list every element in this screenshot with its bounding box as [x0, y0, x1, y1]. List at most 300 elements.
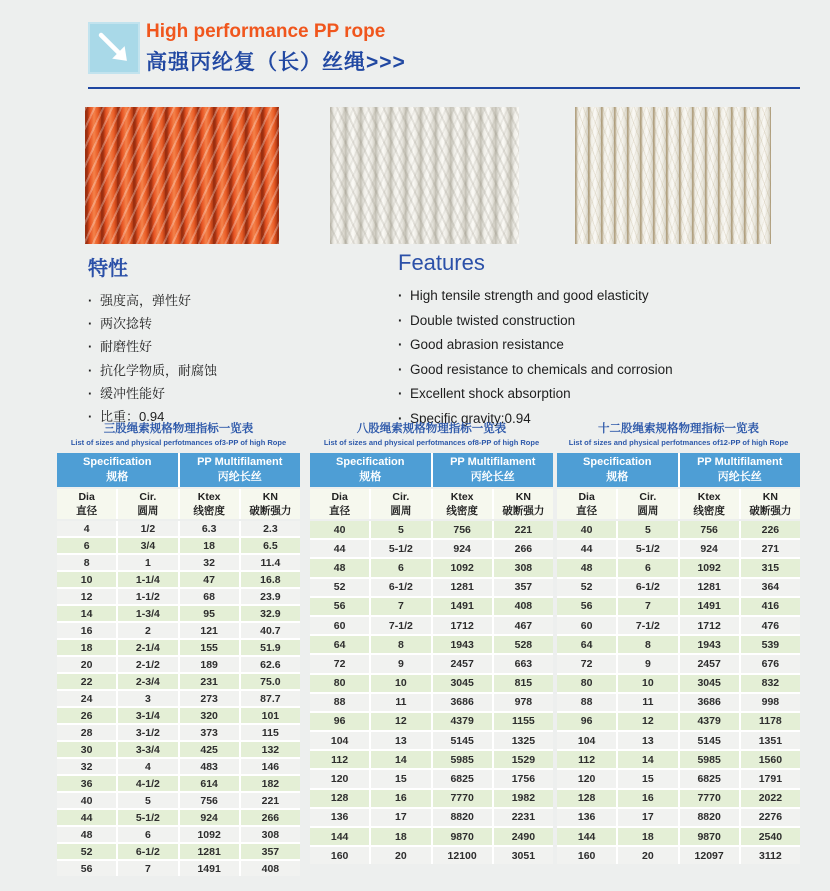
feature-item: · High tensile strength and good elasticity	[398, 284, 798, 309]
table-cell: 1-3/4	[118, 606, 177, 621]
table-cell: 155	[180, 640, 239, 655]
col-header-dia	[57, 489, 116, 519]
table-cell: 1155	[494, 713, 553, 730]
table-cell: 5-1/2	[118, 810, 177, 825]
feature-item: · 缓冲性能好	[88, 382, 388, 405]
table-cell: 924	[180, 810, 239, 825]
table-cell: 1325	[494, 732, 553, 749]
table-cell: 36	[57, 776, 116, 791]
table-cell: 3-1/2	[118, 725, 177, 740]
table-cell: 75.0	[241, 674, 300, 689]
table-cell: 539	[741, 636, 800, 653]
table-cell: 756	[180, 793, 239, 808]
table-cell: 60	[557, 617, 616, 634]
col-header-zh: 圆周	[390, 505, 412, 517]
table-cell: 10	[371, 675, 430, 692]
table-cell: 115	[241, 725, 300, 740]
table-8-strand-section	[310, 420, 553, 864]
table-cell: 64	[310, 636, 369, 653]
table-cell: 72	[310, 655, 369, 672]
table-group-header	[310, 453, 553, 487]
table-cell: 8	[618, 636, 677, 653]
table-cell: 3	[118, 691, 177, 706]
page-title-en: High performance PP rope	[146, 21, 386, 42]
table-cell: 136	[557, 809, 616, 826]
table-cell: 320	[180, 708, 239, 723]
col-header-dia	[310, 489, 369, 519]
table-cell: 52	[57, 844, 116, 859]
table-cell: 663	[494, 655, 553, 672]
table-cell: 978	[494, 694, 553, 711]
col-header-en: Ktex	[197, 491, 221, 503]
col-header-kn	[494, 489, 553, 519]
table-title-zh: 三股绳索规格物理指标一览表	[103, 423, 254, 435]
table-cell: 1092	[680, 559, 739, 576]
table-cell: 189	[180, 657, 239, 672]
table-cell: 2457	[433, 655, 492, 672]
col-header-en: Dia	[331, 491, 348, 503]
table-cell: 48	[57, 827, 116, 842]
table-cell: 95	[180, 606, 239, 621]
table-subtitle-en: List of sizes and physical perfotmances of12-PP of high Rope	[568, 438, 789, 447]
group-header-zh: 规格	[359, 471, 382, 483]
table-cell: 315	[741, 559, 800, 576]
table-cell: 12	[57, 589, 116, 604]
table-cell: 160	[310, 847, 369, 864]
table-cell: 6.3	[180, 521, 239, 536]
table-cell: 3686	[433, 694, 492, 711]
col-header-zh: 直径	[329, 505, 351, 517]
feature-item: · 抗化学物质，耐腐蚀	[88, 359, 388, 382]
table-column-headers	[57, 489, 300, 519]
feature-item: · 强度高，弹性好	[88, 289, 388, 312]
table-cell: 32.9	[241, 606, 300, 621]
table-cell: 1943	[433, 636, 492, 653]
table-cell: 20	[371, 847, 430, 864]
table-cell: 44	[557, 540, 616, 557]
col-header-dia	[557, 489, 616, 519]
table-cell: 2276	[741, 809, 800, 826]
table-cell: 87.7	[241, 691, 300, 706]
features-section-en	[398, 250, 798, 431]
table-cell: 11	[618, 694, 677, 711]
table-group-header	[57, 453, 300, 487]
table-cell: 80	[310, 675, 369, 692]
table-cell: 815	[494, 675, 553, 692]
table-cell: 32	[180, 555, 239, 570]
table-cell: 121	[180, 623, 239, 638]
table-cell: 416	[741, 598, 800, 615]
feature-item: · Specific gravity:0.94	[398, 407, 798, 432]
col-header-ktex	[680, 489, 739, 519]
table-cell: 8820	[433, 809, 492, 826]
table-cell: 1491	[680, 598, 739, 615]
table-cell: 266	[241, 810, 300, 825]
group-header-en: Specification	[83, 456, 152, 468]
table-cell: 2540	[741, 828, 800, 845]
table-cell: 1943	[680, 636, 739, 653]
group-header-zh: 丙纶长丝	[217, 471, 262, 483]
table-cell: 52	[557, 579, 616, 596]
table-cell: 20	[57, 657, 116, 672]
table-column-headers	[557, 489, 800, 519]
table-cell: 18	[618, 828, 677, 845]
table-cell: 20	[618, 847, 677, 864]
table-cell: 128	[310, 790, 369, 807]
table-cell: 4-1/2	[118, 776, 177, 791]
table-cell: 1351	[741, 732, 800, 749]
white-12-strand-rope-image	[575, 107, 771, 244]
page-title-zh: 高强丙纶复（长）丝绳>>>	[146, 51, 406, 74]
table-cell: 13	[618, 732, 677, 749]
table-cell: 3045	[680, 675, 739, 692]
table-cell: 271	[741, 540, 800, 557]
col-header-cir	[371, 489, 430, 519]
table-cell: 1560	[741, 751, 800, 768]
table-cell: 1712	[433, 617, 492, 634]
table-cell: 8	[371, 636, 430, 653]
table-cell: 7	[118, 861, 177, 876]
table-cell: 44	[310, 540, 369, 557]
table-cell: 15	[371, 770, 430, 787]
table-cell: 2-1/4	[118, 640, 177, 655]
table-cell: 6.5	[241, 538, 300, 553]
table-cell: 2-3/4	[118, 674, 177, 689]
table-cell: 266	[494, 540, 553, 557]
table-cell: 32	[57, 759, 116, 774]
table-cell: 16	[618, 790, 677, 807]
col-header-en: KN	[515, 491, 531, 503]
features-heading-zh: 特性	[88, 258, 128, 280]
table-cell: 924	[433, 540, 492, 557]
table-cell: 5985	[433, 751, 492, 768]
table-cell: 60	[310, 617, 369, 634]
table-cell: 11	[371, 694, 430, 711]
feature-item: · Double twisted construction	[398, 309, 798, 334]
table-cell: 5	[618, 521, 677, 538]
table-subtitle-en: List of sizes and physical perfotmances of8-PP of high Rope	[323, 438, 540, 447]
col-header-en: Cir.	[639, 491, 657, 503]
group-header-en: PP Multifilament	[697, 456, 783, 468]
table-cell: 88	[310, 694, 369, 711]
col-header-zh: 线密度	[693, 505, 725, 517]
table-cell: 4	[118, 759, 177, 774]
table-cell: 2022	[741, 790, 800, 807]
features-section-zh	[88, 252, 388, 428]
table-cell: 24	[57, 691, 116, 706]
table-cell: 2490	[494, 828, 553, 845]
table-cell: 408	[494, 598, 553, 615]
table-cell: 357	[494, 579, 553, 596]
table-cell: 1982	[494, 790, 553, 807]
table-cell: 756	[433, 521, 492, 538]
table-cell: 40	[557, 521, 616, 538]
table-cell: 1529	[494, 751, 553, 768]
col-header-en: Cir.	[139, 491, 157, 503]
table-cell: 14	[57, 606, 116, 621]
table-cell: 308	[494, 559, 553, 576]
table-cell: 52	[310, 579, 369, 596]
table-cell: 112	[310, 751, 369, 768]
col-header-zh: 圆周	[137, 505, 159, 517]
table-cell: 226	[741, 521, 800, 538]
table-cell: 12100	[433, 847, 492, 864]
table-cell: 22	[57, 674, 116, 689]
table-cell: 2.3	[241, 521, 300, 536]
feature-item: · Excellent shock absorption	[398, 382, 798, 407]
group-header-zh: 丙纶长丝	[470, 471, 515, 483]
table-cell: 676	[741, 655, 800, 672]
table-cell: 2231	[494, 809, 553, 826]
col-header-cir	[118, 489, 177, 519]
table-cell: 1491	[433, 598, 492, 615]
table-cell: 136	[310, 809, 369, 826]
table-cell: 56	[57, 861, 116, 876]
table-cell: 7	[371, 598, 430, 615]
feature-item: · 两次捻转	[88, 312, 388, 335]
table-cell: 56	[310, 598, 369, 615]
table-cell: 1-1/2	[118, 589, 177, 604]
table-cell: 146	[241, 759, 300, 774]
col-header-en: KN	[262, 491, 278, 503]
table-cell: 7	[618, 598, 677, 615]
group-header-zh: 规格	[606, 471, 629, 483]
table-cell: 18	[180, 538, 239, 553]
table-cell: 16.8	[241, 572, 300, 587]
table-cell: 18	[371, 828, 430, 845]
table-cell: 4379	[433, 713, 492, 730]
table-cell: 924	[680, 540, 739, 557]
table-cell: 2	[118, 623, 177, 638]
table-cell: 30	[57, 742, 116, 757]
table-cell: 1	[118, 555, 177, 570]
table-cell: 5985	[680, 751, 739, 768]
table-cell: 7-1/2	[371, 617, 430, 634]
table-cell: 6-1/2	[371, 579, 430, 596]
table-cell: 104	[557, 732, 616, 749]
col-header-zh: 线密度	[446, 505, 478, 517]
table-cell: 9870	[433, 828, 492, 845]
table-body	[57, 521, 300, 876]
table-cell: 2457	[680, 655, 739, 672]
table-cell: 104	[310, 732, 369, 749]
table-cell: 80	[557, 675, 616, 692]
table-cell: 10	[57, 572, 116, 587]
table-cell: 112	[557, 751, 616, 768]
header-divider	[88, 87, 800, 89]
table-cell: 13	[371, 732, 430, 749]
table-cell: 16	[371, 790, 430, 807]
features-list-en	[398, 284, 798, 431]
table-cell: 28	[57, 725, 116, 740]
table-cell: 5145	[433, 732, 492, 749]
table-cell: 7770	[680, 790, 739, 807]
table-cell: 40	[310, 521, 369, 538]
col-header-zh: 破断强力	[249, 505, 292, 517]
table-cell: 11.4	[241, 555, 300, 570]
table-cell: 2-1/2	[118, 657, 177, 672]
table-cell: 1712	[680, 617, 739, 634]
table-cell: 1281	[680, 579, 739, 596]
table-cell: 1281	[180, 844, 239, 859]
table-cell: 6	[618, 559, 677, 576]
table-cell: 23.9	[241, 589, 300, 604]
table-cell: 144	[310, 828, 369, 845]
table-cell: 6	[118, 827, 177, 842]
table-cell: 15	[618, 770, 677, 787]
table-cell: 40.7	[241, 623, 300, 638]
orange-3-strand-rope-image	[85, 107, 279, 244]
table-cell: 1-1/4	[118, 572, 177, 587]
table-cell: 62.6	[241, 657, 300, 672]
table-cell: 51.9	[241, 640, 300, 655]
table-12-strand-section	[557, 420, 800, 864]
table-cell: 6	[57, 538, 116, 553]
table-cell: 16	[57, 623, 116, 638]
table-cell: 483	[180, 759, 239, 774]
table-cell: 4	[57, 521, 116, 536]
table-cell: 48	[310, 559, 369, 576]
table-cell: 12097	[680, 847, 739, 864]
table-cell: 128	[557, 790, 616, 807]
group-header-en: Specification	[583, 456, 652, 468]
table-cell: 373	[180, 725, 239, 740]
table-cell: 3051	[494, 847, 553, 864]
table-cell: 44	[57, 810, 116, 825]
table-cell: 6	[371, 559, 430, 576]
col-header-zh: 直径	[576, 505, 598, 517]
group-header-pp-multifilament	[180, 453, 301, 487]
group-header-en: Specification	[336, 456, 405, 468]
table-cell: 14	[371, 751, 430, 768]
col-header-zh: 破断强力	[502, 505, 545, 517]
table-cell: 101	[241, 708, 300, 723]
table-cell: 3112	[741, 847, 800, 864]
table-cell: 48	[557, 559, 616, 576]
table-cell: 88	[557, 694, 616, 711]
table-cell: 40	[57, 793, 116, 808]
table-cell: 64	[557, 636, 616, 653]
table-cell: 1/2	[118, 521, 177, 536]
table-cell: 9870	[680, 828, 739, 845]
col-header-en: Ktex	[697, 491, 721, 503]
table-3-strand-section	[57, 420, 300, 876]
table-cell: 1791	[741, 770, 800, 787]
table-cell: 1178	[741, 713, 800, 730]
col-header-zh: 直径	[76, 505, 98, 517]
table-cell: 5-1/2	[371, 540, 430, 557]
col-header-en: Ktex	[450, 491, 474, 503]
table-cell: 160	[557, 847, 616, 864]
table-cell: 72	[557, 655, 616, 672]
col-header-kn	[741, 489, 800, 519]
table-cell: 12	[618, 713, 677, 730]
col-header-kn	[241, 489, 300, 519]
table-cell: 221	[494, 521, 553, 538]
table-cell: 528	[494, 636, 553, 653]
table-cell: 3045	[433, 675, 492, 692]
table-title-zh: 十二股绳索规格物理指标一览表	[598, 423, 759, 435]
group-header-zh: 规格	[106, 471, 129, 483]
table-cell: 273	[180, 691, 239, 706]
table-cell: 231	[180, 674, 239, 689]
table-subtitle-en: List of sizes and physical perfotmances of3-PP of high Rope	[70, 438, 287, 447]
table-cell: 7-1/2	[618, 617, 677, 634]
table-cell: 12	[371, 713, 430, 730]
table-cell: 364	[741, 579, 800, 596]
group-header-pp-multifilament	[680, 453, 801, 487]
table-cell: 4379	[680, 713, 739, 730]
table-cell: 756	[680, 521, 739, 538]
table-cell: 47	[180, 572, 239, 587]
col-header-cir	[618, 489, 677, 519]
table-cell: 408	[241, 861, 300, 876]
table-body	[557, 521, 800, 864]
table-cell: 132	[241, 742, 300, 757]
table-cell: 5-1/2	[618, 540, 677, 557]
table-cell: 6-1/2	[118, 844, 177, 859]
arrow-down-right-icon	[88, 22, 140, 74]
col-header-en: Dia	[578, 491, 595, 503]
table-cell: 17	[371, 809, 430, 826]
table-cell: 3-1/4	[118, 708, 177, 723]
table-cell: 425	[180, 742, 239, 757]
col-header-ktex	[433, 489, 492, 519]
table-cell: 5145	[680, 732, 739, 749]
table-cell: 68	[180, 589, 239, 604]
table-cell: 182	[241, 776, 300, 791]
table-group-header	[557, 453, 800, 487]
table-cell: 14	[618, 751, 677, 768]
col-header-zh: 圆周	[637, 505, 659, 517]
features-heading-en: Features	[398, 250, 485, 275]
table-cell: 9	[371, 655, 430, 672]
feature-item: · Good abrasion resistance	[398, 333, 798, 358]
table-cell: 467	[494, 617, 553, 634]
table-cell: 8	[57, 555, 116, 570]
table-title-zh: 八股绳索规格物理指标一览表	[356, 423, 507, 435]
table-cell: 476	[741, 617, 800, 634]
table-cell: 7770	[433, 790, 492, 807]
group-header-specification	[57, 453, 178, 487]
table-cell: 6825	[433, 770, 492, 787]
table-cell: 9	[618, 655, 677, 672]
table-cell: 17	[618, 809, 677, 826]
table-cell: 144	[557, 828, 616, 845]
group-header-en: PP Multifilament	[197, 456, 283, 468]
col-header-ktex	[180, 489, 239, 519]
col-header-zh: 破断强力	[749, 505, 792, 517]
table-cell: 832	[741, 675, 800, 692]
table-cell: 6-1/2	[618, 579, 677, 596]
table-cell: 96	[557, 713, 616, 730]
table-cell: 56	[557, 598, 616, 615]
feature-item: · 耐磨性好	[88, 335, 388, 358]
table-cell: 308	[241, 827, 300, 842]
table-cell: 120	[557, 770, 616, 787]
table-cell: 1092	[180, 827, 239, 842]
group-header-specification	[557, 453, 678, 487]
table-cell: 1756	[494, 770, 553, 787]
white-8-strand-rope-image	[330, 107, 519, 244]
features-list-zh	[88, 289, 388, 428]
table-cell: 3/4	[118, 538, 177, 553]
table-cell: 3686	[680, 694, 739, 711]
table-cell: 3-3/4	[118, 742, 177, 757]
table-column-headers	[310, 489, 553, 519]
table-cell: 26	[57, 708, 116, 723]
table-cell: 18	[57, 640, 116, 655]
